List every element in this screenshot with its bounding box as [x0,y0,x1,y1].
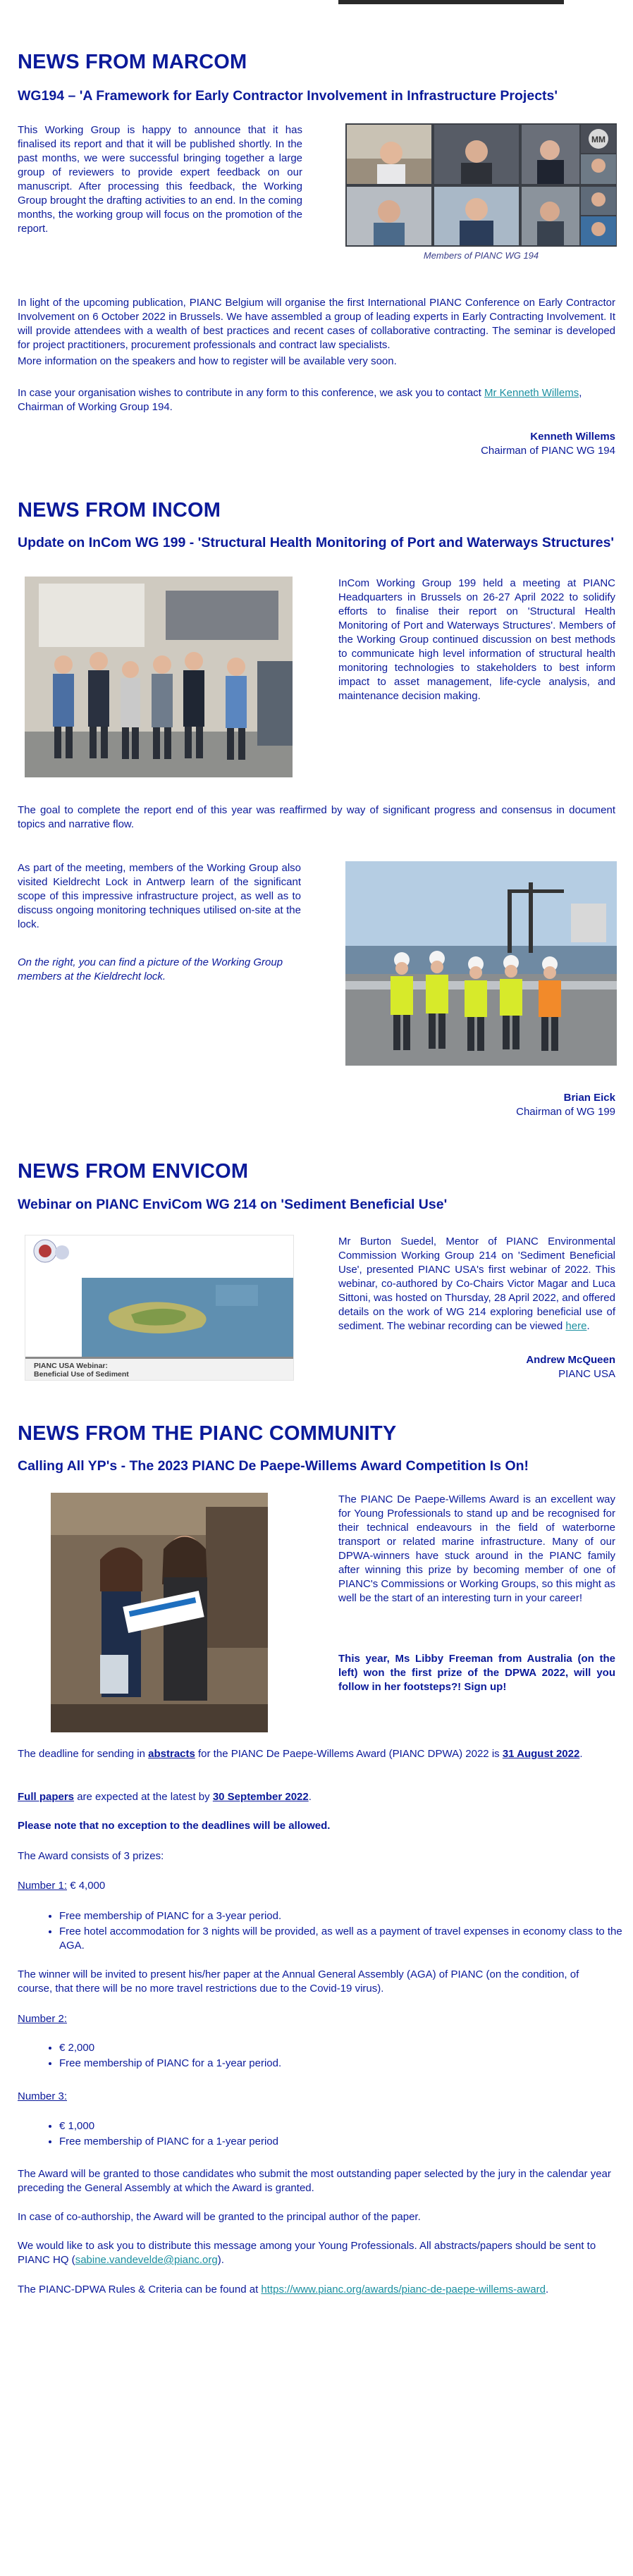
kenneth-willems-link[interactable]: Mr Kenneth Willems [484,387,579,399]
deadline-abstracts: The deadline for sending in abstracts for the PIANC De Paepe-Willems Award (PIANC DPWA) 2022 is 31 August 2022. [18,1748,583,1760]
rules-text: The PIANC-DPWA Rules & Criteria can be found at https://www.pianc.org/awards/pianc-de-paepe-willems-award. [18,2284,549,2295]
incom-subheading: Update on InCom WG 199 - 'Structural Health Monitoring of Port and Waterways Structures' [18,535,615,550]
incom-paragraph-3: As part of the meeting, members of the Working Group also visited Kieldrecht Lock in Antwerp learn of the significant scope of this impressive infrastructure project, as well as to discuss ongoing monitoring techniques utilised on-site at the lock. [18,862,301,930]
envicom-signature-title: PIANC USA [558,1368,615,1380]
wg199-meeting-photo [25,577,293,777]
wg194-video-call-photo [345,123,617,247]
envicom-heading: NEWS FROM ENVICOM [18,1160,249,1183]
envicom-signature-name: Andrew McQueen [526,1354,615,1366]
webinar-slide-title: PIANC USA Webinar: Beneficial Use of Sediment [34,1362,129,1379]
incom-paragraph-2: The goal to complete the report end of this year was reaffirmed by way of significant progress and consensus in document topics and narrative flow. [18,804,615,830]
list-item: • Free hotel accommodation for 3 nights will be provided, as well as a payment of travel expenses in economy class to the AGA. [59,1925,623,1953]
video-call-grid [345,123,617,247]
community-paragraph-2: This year, Ms Libby Freeman from Australia (on the left) won the first prize of the DPWA 2022, will you follow in her footsteps?! Sign up! [338,1653,615,1693]
incom-paragraph-4: On the right, you can find a picture of the Working Group members at the Kieldrecht lock. [18,956,283,982]
marcom-paragraph-4: In case your organisation wishes to contribute in any form to this conference, we ask you to contact Mr Kenneth Willems, Chairman of Working Group 194. [18,387,582,413]
list-item: • € 2,000 [59,2041,623,2055]
list-item: • Free membership of PIANC for a 1-year period. [59,2057,623,2071]
community-subheading: Calling All YP's - The 2023 PIANC De Paepe-Willems Award Competition Is On! [18,1458,529,1474]
coauthorship-text: In case of co-authorship, the Award will be granted to the principal author of the paper. [18,2211,421,2223]
marcom-subheading: WG194 – 'A Framework for Early Contractor Involvement in Infrastructure Projects' [18,88,558,104]
top-image-strip [338,0,564,4]
prize-number-2: Number 2: [18,2013,68,2025]
prize-2-list [44,2041,623,2072]
webinar-title-slide [25,1235,294,1381]
kieldrecht-lock-photo [345,861,617,1066]
marcom-paragraph-2: In light of the upcoming publication, PIANC Belgium will organise the first International PIANC Conference on Early Contractor Involvement on 6 October 2022 in Brussels. We have assembled a group of leading experts in Early Contracting Involvement. It will provide attendees with a wealth of best practices and recent cases of collaborative contracting. The seminar is developed for project practitioners, procurement professionals and contract law specialists. [18,297,615,351]
no-exception-note: Please note that no exception to the deadlines will be allowed. [18,1820,331,1832]
marcom-signature-title: Chairman of PIANC WG 194 [481,445,615,457]
prize-3-list [44,2119,623,2150]
envicom-paragraph-1: Mr Burton Suedel, Mentor of PIANC Environmental Commission Working Group 214 on 'Sediment Beneficial Use', presented PIANC USA's first webinar of 2022. This webinar, co-authored by Co-Chairs Victor Magar and Luca Sittoni, was hosted on Thursday, 28 April 2022, and offered details on the work of WG 214 exploring beneficial use of sediment. The webinar recording can be viewed here. [338,1235,615,1332]
marcom-signature-name: Kenneth Willems [530,431,615,443]
marcom-heading: NEWS FROM MARCOM [18,51,247,73]
webinar-recording-link[interactable]: here [565,1320,587,1332]
community-paragraph-1: The PIANC De Paepe-Willems Award is an excellent way for Young Professionals to stand up and be recognised for their technical endeavours in the field of waterborne transport or related marine infrastructure. Many of our DPWA-winners have stuck around in the PIANC family after winning this prize by becoming member of one of PIANC's Commissions or Working Groups, so this might as well be the start of an interesting turn in your career! [338,1493,615,1604]
community-heading: NEWS FROM THE PIANC COMMUNITY [18,1422,397,1445]
dpwa-rules-link[interactable]: https://www.pianc.org/awards/pianc-de-paepe-willems-award [261,2284,546,2295]
prize-number-3: Number 3: [18,2090,68,2102]
marcom-paragraph-3: More information on the speakers and how to register will be available very soon. [18,355,397,367]
meeting-room-group [25,577,293,777]
incom-paragraph-1: InCom Working Group 199 held a meeting at PIANC Headquarters in Brussels on 26-27 April 2022 to solidify efforts to finalise their report on 'Structural Health Monitoring of Port and Waterways Structures'. Members of the Working Group continued discussion on best methods to communicate high level information of structural health monitoring technologies to stakeholders to best inform impact to asset management, life-cycle analysis, and maintenance decision making. [338,577,615,702]
winner-invitation: The winner will be invited to present his/her paper at the Annual General Assembly (AGA) of PIANC (on the condition, of course, that there will be no more travel restrictions due to the Covid-19 virus). [18,1968,579,1995]
incom-signature-title: Chairman of WG 199 [516,1106,615,1118]
prize-number-1: Number 1: € 4,000 [18,1880,106,1892]
marcom-paragraph-1: This Working Group is happy to announce that it has finalised its report and that it will be published shortly. In the past months, we were successful bringing together a large group of reviewers to provide expert feedback on our manuscript. After processing this feedback, the Working Group brought the drafting activities to an end. In the coming months, the working group will focus on the promotion of the report. [18,124,302,235]
envicom-subheading: Webinar on PIANC EnviCom WG 214 on 'Sediment Beneficial Use' [18,1197,448,1212]
list-item: • Free membership of PIANC for a 3-year period. [59,1909,623,1923]
award-granted-text: The Award will be granted to those candidates who submit the most outstanding paper selected by the jury in the calendar year preceding the General Assembly at which the Award is granted. [18,2168,611,2194]
prizes-intro: The Award consists of 3 prizes: [18,1850,164,1862]
deadline-full-papers: Full papers are expected at the latest by 30 September 2022. [18,1791,312,1803]
video-tile-initials: MM [591,135,606,144]
incom-signature-name: Brian Eick [563,1092,615,1104]
site-visit-group [345,861,617,1066]
prize-1-list [44,1909,623,1954]
dpwa-winner-photo [51,1493,268,1732]
wg194-photo-caption: Members of PIANC WG 194 [423,250,539,261]
award-presentation [51,1493,268,1732]
distribute-text: We would like to ask you to distribute this message among your Young Professionals. All abstracts/papers should be sent to PIANC HQ (sabine.vandevelde@pianc.org). [18,2240,596,2266]
list-item: • € 1,000 [59,2119,623,2133]
incom-heading: NEWS FROM INCOM [18,499,221,522]
list-item: • Free membership of PIANC for a 1-year period [59,2135,623,2149]
webinar-slide-graphic [25,1235,293,1380]
hq-email-link[interactable]: sabine.vandevelde@pianc.org [75,2254,218,2266]
